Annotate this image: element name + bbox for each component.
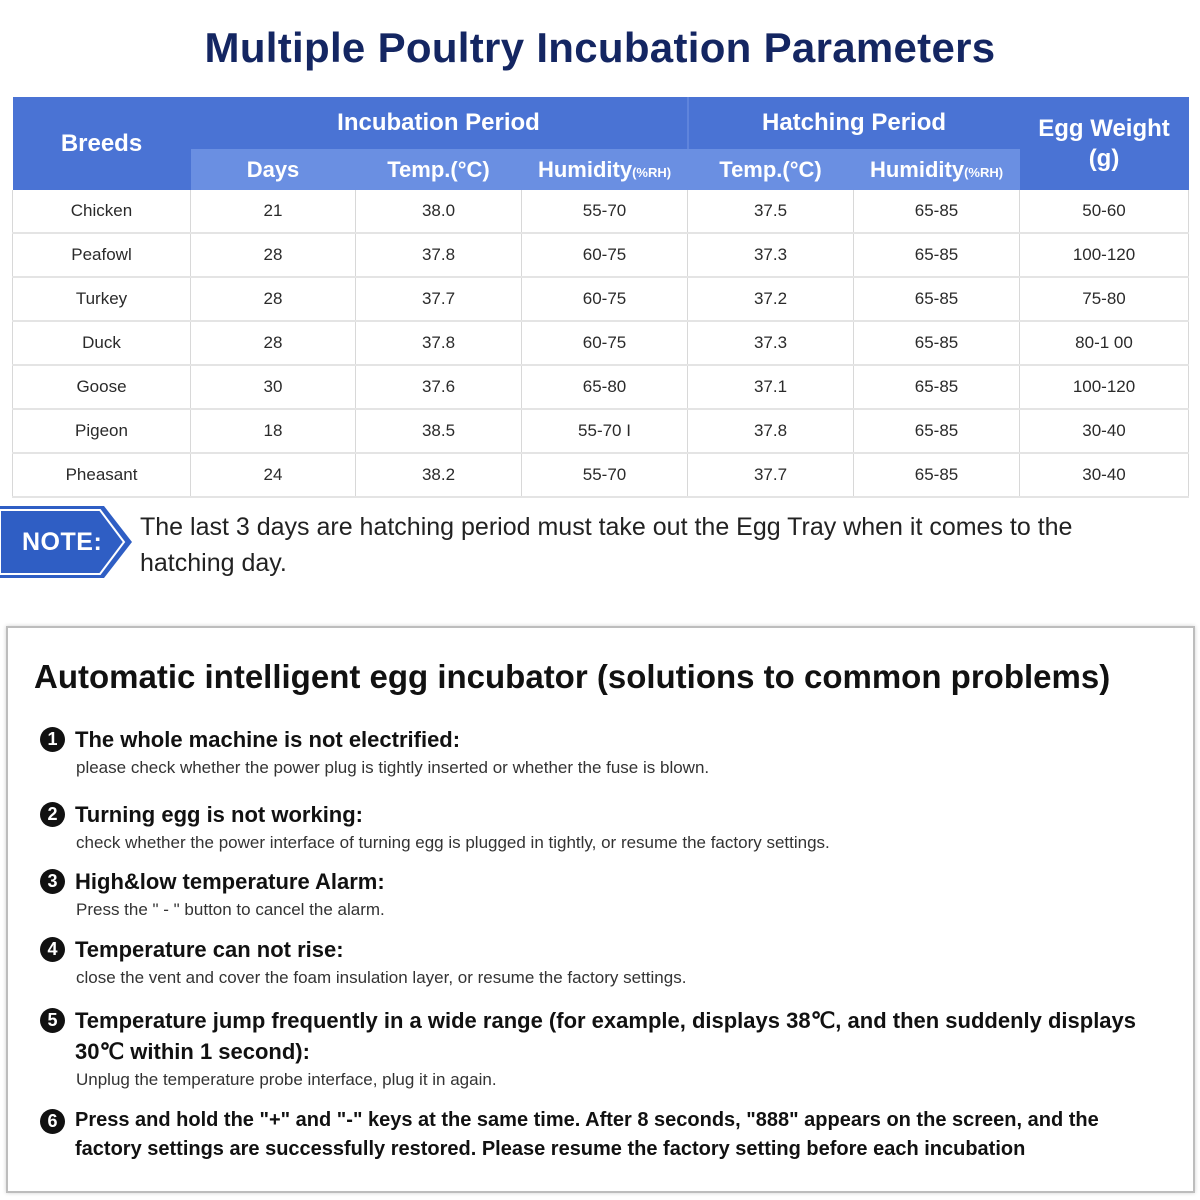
problem-item <box>40 866 1160 923</box>
hatching-temp-cell: 37.3 <box>688 233 854 277</box>
incubation-temp-cell: 37.8 <box>356 233 522 277</box>
problem-item <box>40 934 1160 991</box>
breed-cell: Pigeon <box>13 409 191 453</box>
number-badge-icon: 2 <box>40 802 65 827</box>
hatching-temp-cell: 37.5 <box>688 190 854 233</box>
hatching-temp-cell: 37.8 <box>688 409 854 453</box>
hatching-period-header: Hatching Period <box>688 97 1020 149</box>
hatching-humidity-cell: 65-85 <box>854 277 1020 321</box>
hatching-humidity-cell: 65-85 <box>854 190 1020 233</box>
problem-title: Press and hold the "+" and "-" keys at the same time. After 8 seconds, "888" appears on the screen, and the factory settings are successfully restored. Please resume the factory setting before each incubation <box>75 1109 1099 1160</box>
problem-solution: close the vent and cover the foam insulation layer, or resume the factory settings. <box>76 968 687 987</box>
incubation-temp-cell: 37.7 <box>356 277 522 321</box>
days-header: Days <box>191 149 356 190</box>
incubation-temp-cell: 38.0 <box>356 190 522 233</box>
hatching-humidity-cell: 65-85 <box>854 321 1020 365</box>
incubation-humidity-cell: 60-75 <box>522 277 688 321</box>
number-badge-icon: 1 <box>40 727 65 752</box>
table-row <box>13 365 1189 409</box>
incubation-humidity-header <box>522 149 688 190</box>
problems-title: Automatic intelligent egg incubator (solutions to common problems) <box>34 658 1111 695</box>
number-badge-icon: 4 <box>40 937 65 962</box>
incubation-period-header: Incubation Period <box>191 97 688 149</box>
page-title: Multiple Poultry Incubation Parameters <box>204 24 996 71</box>
problem-item <box>40 1106 1160 1164</box>
problem-title: The whole machine is not electrified: <box>75 727 461 752</box>
hatching-humidity-header <box>854 149 1020 190</box>
egg-weight-header: Egg Weight (g) <box>1020 97 1189 190</box>
egg-weight-cell: 100-120 <box>1020 365 1189 409</box>
days-cell: 30 <box>191 365 356 409</box>
egg-weight-cell: 30-40 <box>1020 453 1189 497</box>
table-row <box>13 277 1189 321</box>
incubation-parameters-table <box>12 97 1189 498</box>
days-cell: 24 <box>191 453 356 497</box>
incubation-humidity-cell: 60-75 <box>522 321 688 365</box>
table-row <box>13 409 1189 453</box>
problem-title: Temperature jump frequently in a wide range (for example, displays 38℃, and then suddenly displays 30℃ within 1 second): <box>75 1008 1137 1064</box>
table-body <box>13 190 1189 497</box>
incubation-temp-cell: 38.5 <box>356 409 522 453</box>
incubation-temp-cell: 38.2 <box>356 453 522 497</box>
hatching-temp-header: Temp.(°C) <box>688 149 854 190</box>
egg-weight-cell: 75-80 <box>1020 277 1189 321</box>
problem-item <box>40 1005 1160 1093</box>
problem-solution: Unplug the temperature probe interface, plug it in again. <box>76 1070 497 1089</box>
hatching-humidity-cell: 65-85 <box>854 409 1020 453</box>
number-badge-icon: 5 <box>40 1008 65 1033</box>
note-text: The last 3 days are hatching period must take out the Egg Tray when it comes to the hatching day. <box>140 513 1073 577</box>
incubation-humidity-cell: 65-80 <box>522 365 688 409</box>
breed-cell: Pheasant <box>13 453 191 497</box>
problem-title: High&low temperature Alarm: <box>75 869 385 894</box>
note-label: NOTE: <box>22 528 103 556</box>
problem-title: Turning egg is not working: <box>75 802 364 827</box>
breed-cell: Peafowl <box>13 233 191 277</box>
humidity-unit: (%RH) <box>964 164 1004 180</box>
humidity-label: Humidity <box>869 156 965 182</box>
incubation-temp-cell: 37.8 <box>356 321 522 365</box>
number-badge-icon: 3 <box>40 869 65 894</box>
breeds-header: Breeds <box>13 97 191 190</box>
hatching-humidity-cell: 65-85 <box>854 233 1020 277</box>
hatching-temp-cell: 37.7 <box>688 453 854 497</box>
incubation-humidity-cell: 60-75 <box>522 233 688 277</box>
days-cell: 21 <box>191 190 356 233</box>
days-cell: 28 <box>191 233 356 277</box>
problem-solution: Press the " - " button to cancel the alarm. <box>76 900 385 919</box>
breed-cell: Duck <box>13 321 191 365</box>
problem-item <box>40 799 1160 856</box>
days-cell: 18 <box>191 409 356 453</box>
egg-weight-cell: 30-40 <box>1020 409 1189 453</box>
table-row <box>13 321 1189 365</box>
egg-weight-cell: 50-60 <box>1020 190 1189 233</box>
breed-cell: Turkey <box>13 277 191 321</box>
hatching-temp-cell: 37.1 <box>688 365 854 409</box>
breed-cell: Chicken <box>13 190 191 233</box>
days-cell: 28 <box>191 321 356 365</box>
humidity-label: Humidity <box>537 156 633 182</box>
days-cell: 28 <box>191 277 356 321</box>
egg-weight-cell: 100-120 <box>1020 233 1189 277</box>
hatching-temp-cell: 37.3 <box>688 321 854 365</box>
hatching-humidity-cell: 65-85 <box>854 365 1020 409</box>
hatching-temp-cell: 37.2 <box>688 277 854 321</box>
problem-solution: check whether the power interface of turning egg is plugged in tightly, or resume the factory settings. <box>76 833 830 852</box>
incubation-temp-cell: 37.6 <box>356 365 522 409</box>
table-row <box>13 453 1189 497</box>
hatching-humidity-cell: 65-85 <box>854 453 1020 497</box>
humidity-unit: (%RH) <box>632 164 672 180</box>
incubation-humidity-cell: 55-70 <box>522 453 688 497</box>
problem-item <box>40 724 1160 781</box>
problem-title: Temperature can not rise: <box>75 937 344 962</box>
incubation-humidity-cell: 55-70 <box>522 190 688 233</box>
incubation-temp-header: Temp.(°C) <box>356 149 522 190</box>
incubation-humidity-cell: 55-70 I <box>522 409 688 453</box>
table-row <box>13 233 1189 277</box>
egg-weight-cell: 80-1 00 <box>1020 321 1189 365</box>
problem-solution: please check whether the power plug is tightly inserted or whether the fuse is blown. <box>76 758 710 777</box>
table-row <box>13 190 1189 233</box>
number-badge-icon: 6 <box>40 1109 65 1134</box>
breed-cell: Goose <box>13 365 191 409</box>
